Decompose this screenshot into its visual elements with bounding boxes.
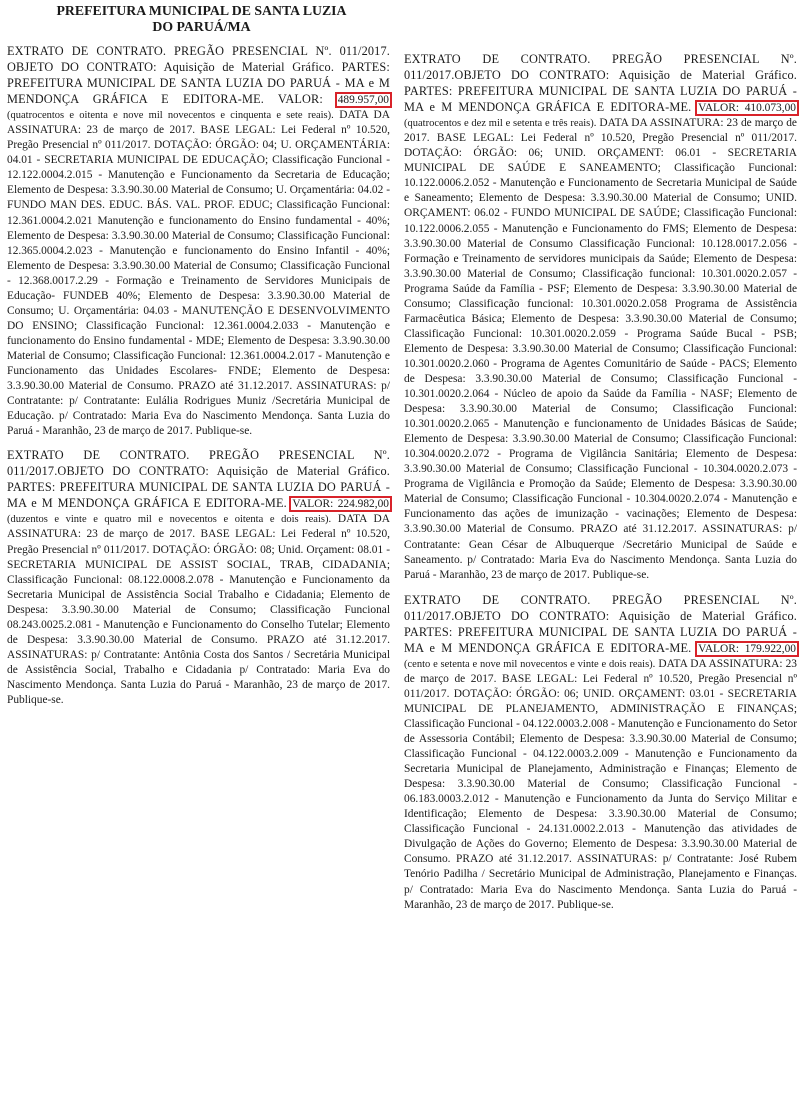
contract-extract-3 <box>404 52 797 583</box>
contract-body: DATA DA ASSINATURA: 23 de março de 2017. BASE LEGAL: Lei Federal nº 10.520, Pregão Presencial nº 011/2017. DOTAÇÃO: ÓRGÃO: 04; U. ORÇAMENTÁRIA: 04.01 - SECRETARIA MUNICIPAL DE EDUCAÇÃO; Classificação Funcional - 12.122.0004.2.015 - Manutenção e Funcionamento da Secretaria de Educação; Elemento de Despesa: 3.3.90.30.00 Material de Consumo; U. Orçamentária: 04.02 - FUNDO MAN DES. EDUC. BÁS. VAL. PROF. EDUC; Classificação Funcional: 12.361.0004.2.021 Manutenção e funcionamento do Ensino fundamental - 40%; Elemento de Despesa: 3.3.90.30.00 Material de Consumo; Classificação Funcional: 12.365.0004.2.023 - Manutenção e funcionamento do Ensino Infantil - 40%; Elemento de Despesa: 3.3.90.30.00 Material de Consumo; Classificação Funcional - 12.368.0017.2.29 - Formação e Treinamento de Servidores Municipais de Educação- FUNDEB 40%; Elemento de Despesa: 3.3.90.30.00 Material de Consumo; U. Orçamentária: 04.03 - MANUTENÇÃO E DESENVOLVIMENTO DO ENSINO; Classificação Funcional: 12.361.0004.2.033 - Manutenção e funcionamento do Ensino fundamental - MDE; Elemento de Despesa: 3.3.90.30.00 Material de Consumo; Classificação Funcional: 12.361.0004.2.017 - Manutenção e Funcionamento das Unidades Escolares- FNDE; Elemento de Despesa: 3.3.90.30.00 Material de Consumo. PRAZO até 31.12.2017. ASSINATURAS: p/ Contratante: p/ Contratante: Eulália Rodrigues Muniz /Secretária Municipal de Educação. p/ Contratado: Maria Eva do Nascimento Mendonça. Santa Luzia do Paruá - Maranhão, 23 de março de 2017. Publique-se. <box>7 109 390 438</box>
contract-lead: EXTRATO DE CONTRATO. PREGÃO PRESENCIAL Nº. 011/2017. OBJETO DO CONTRATO: Aquisição de Material Gráfico. PARTES: PREFEITURA MUNICIPAL DE SANTA LUZIA DO PARUÁ - MA e M MENDONÇA GRÁFICA E EDITORA-ME. VALOR: <box>7 44 390 107</box>
contract-lead: EXTRATO DE CONTRATO. PREGÃO PRESENCIAL Nº. 011/2017.OBJETO DO CONTRATO: Aquisição de Material Gráfico. PARTES: PREFEITURA MUNICIPAL DE SANTA LUZIA DO PARUÁ - MA e M MENDONÇA GRÁFICA E EDITORA-ME. <box>404 52 797 115</box>
contract-value-words: (duzentos e vinte e quatro mil e novecentos e oitenta e dois reais). <box>7 514 332 526</box>
contract-value-highlight: VALOR: 179.922,00 <box>698 642 796 655</box>
contract-value-highlight: 489.957,00 <box>337 94 389 107</box>
header-line-1: PREFEITURA MUNICIPAL DE SANTA LUZIA <box>56 3 347 18</box>
contract-extract-1 <box>7 44 390 439</box>
contract-body: DATA DA ASSINATURA: 23 de março de 2017. BASE LEGAL: Lei Federal nº 10.520, Pregão Presencial nº 011/2017. DOTAÇÃO: ÓRGÃO: 06; UNID. ORÇAMENT: 03.01 - SECRETARIA MUNICIPAL DE PLANEJAMENTO, ADMINISTRAÇÃO E FINANÇAS; Classificação Funcional - 04.122.0003.2.008 - Manutenção e Funcionamento do Setor de Assessoria Contábil; Elemento de Despesa: 3.3.90.30.00 Material de Consumo; Classificação Funcional - 04.122.0003.2.009 - Manutenção e Funcionamento da Secretaria Municipal de Planejamento, Administração e Finanças; Elemento de Despesa: 3.3.90.30.00 Material de Consumo; Classificação Funcional - 06.183.0003.2.012 - Manutenção e Funcionamento da Junta do Serviço Militar e Identificação; Elemento de Despesa: 3.3.90.30.00 Material de Consumo; Classificação Funcional - 24.131.0002.2.013 - Manutenção das atividades de Divulgação de Ações do Governo; Elemento de Despesa: 3.3.90.30.00 Material de Consumo. PRAZO até 31.12.2017. ASSINATURAS: p/ Contratante: José Rubem Tenório Padilha / Secretário Municipal de Administração, Planejamento e Finanças. p/ Contratado: Maria Eva do Nascimento Mendonça. Santa Luzia do Paruá - Maranhão, 23 de março de 2017. Publique-se. <box>404 657 797 911</box>
contract-body: DATA DA ASSINATURA: 23 de março de 2017. BASE LEGAL: Lei Federal nº 10.520, Pregão Presencial nº 011/2017. DOTAÇÃO: ÓRGÃO: 08; Unid. Orçament: 08.01 - SECRETARIA MUNICIPAL DE ASSIST SOCIAL, TRAB, CIDADANIA; Classificação Funcional: 08.122.0008.2.078 - Manutenção e Funcionamento da Secretaria Municipal de Assistência Social Trabalho e Cidadania; Elemento de Despesa: 3.3.90.30.00 Material de Consumo; Classificação Funcional 08.243.0025.2.081 - Manutenção e Funcionamento do Conselho Tutelar; Elemento de Despesa: 3.3.90.30.00 Material de Consumo. PRAZO até 31.12.2017. ASSINATURAS: p/ Contratante: Antônia Costa dos Santos / Secretária Municipal de Assistência Social, Trabalho e Cidadania p/ Contratado: Maria Eva do Nascimento Mendonça. Santa Luzia do Paruá - Maranhão, 23 de março de 2017. Publique-se. <box>7 513 390 706</box>
contract-extract-2 <box>7 448 390 708</box>
page-header <box>7 3 390 35</box>
header-line-2: DO PARUÁ/MA <box>152 19 251 34</box>
contract-value-highlight: VALOR: 410.073,00 <box>698 102 796 115</box>
contract-value-highlight: VALOR: 224.982,00 <box>292 498 389 511</box>
right-column <box>404 0 797 913</box>
contract-body: DATA DA ASSINATURA: 23 de março de 2017. BASE LEGAL: Lei Federal nº 10.520, Pregão Presencial nº 011/2017. DOTAÇÃO: ÓRGÃO: 06; UNID. ORÇAMENT: 06.01 - SECRETARIA MUNICIPAL DE SAÚDE E SANEAMENTO; Classificação Funcional: 10.122.0006.2.052 - Manutenção e Funcionamento de Secretaria Municipal de Saúde e Saneamento; Elemento de Despesa: 3.3.90.30.00 Material de Consumo; UNID. ORÇAMENT: 06.02 - FUNDO MUNICIPAL DE SAÚDE; Classificação Funcional: 10.122.0006.2.055 - Manutenção e Funcionamento do FMS; Elemento de Despesa: 3.3.90.30.00 Material de Consumo Classificação Funcional: 10.128.0017.2.056 - Formação e Treinamento de servidores municipais da Saúde; Elemento de Despesa: 3.3.90.30.00 Material de Consumo; Classificação funcional: 10.301.0020.2.057 - Programa Saúde da Família - PSF; Elemento de Despesa: 3.3.90.30.00 Material de Consumo; Classificação funcional: 10.301.0020.2.058 Programa de Assistência Farmacêutica Básica; Elemento de Despesa: 3.3.90.30.00 Material de Consumo; Classificação Funcional: 10.301.0020.2.059 - Programa Saúde Bucal - PSB; Elemento de Despesa: 3.3.90.30.00 Material de Consumo; Classificação Funcional: 10.301.0020.2.060 - Programa de Agentes Comunitário de Saúde - PACS; Elemento de Despesa: 3.3.90.30.00 Material de Consumo; Classificação Funcional - 10.301.0020.2.064 - Núcleo de apoio da Saúde da Família - NASF; Elemento de Despesa: 3.3.90.30.00 Material de Consumo; Classificação Funcional: 10.301.0020.2.065 - Manutenção e funcionamento de Unidades Básicas de Saúde; Elemento de Despesa: 3.3.90.30.00 Material de Consumo; Classificação Funcional: 10.304.0020.2.072 - Programa de Vigilância Sanitária; Elemento de Despesa: 3.3.90.30.00 Material de Consumo; Classificação Funcional - 10.304.0020.2.073 - Programa de Vigilância e Promoção da Saúde; Elemento de Despesa: 3.3.90.30.00 Material de Consumo; Classificação Funcional - 10.304.0020.2.074 - Manutenção e Funcionamento das ações de imunização - vacinações; Elemento de Despesa: 3.3.90.30.00 Material de Consumo. PRAZO até 31.12.2017. ASSINATURAS: p/ Contratante: Gean César de Albuquerque /Secretário Municipal de Saúde e Saneamento. p/ Contratado: Maria Eva do Nascimento Mendonça. Santa Luzia do Paruá - Maranhão, 23 de março de 2017. Publique-se. <box>404 117 797 581</box>
contract-value-words: (quatrocentos e oitenta e nove mil novecentos e cinquenta e sete reais). <box>7 110 334 122</box>
contract-extract-4 <box>404 593 797 913</box>
left-column <box>7 0 390 708</box>
contract-lead: EXTRATO DE CONTRATO. PREGÃO PRESENCIAL Nº. 011/2017.OBJETO DO CONTRATO: Aquisição de Material Gráfico. PARTES: PREFEITURA MUNICIPAL DE SANTA LUZIA DO PARUÁ - MA e M MENDONÇA GRÁFICA E EDITORA-ME. <box>7 448 390 511</box>
contract-value-words: (cento e setenta e nove mil novecentos e vinte e dois reais). <box>404 658 656 670</box>
contract-value-words: (quatrocentos e dez mil e setenta e três reais). <box>404 118 597 130</box>
contract-lead: EXTRATO DE CONTRATO. PREGÃO PRESENCIAL Nº. 011/2017.OBJETO DO CONTRATO: Aquisição de Material Gráfico. PARTES: PREFEITURA MUNICIPAL DE SANTA LUZIA DO PARUÁ - MA e M MENDONÇA GRÁFICA E EDITORA-ME. <box>404 592 797 655</box>
